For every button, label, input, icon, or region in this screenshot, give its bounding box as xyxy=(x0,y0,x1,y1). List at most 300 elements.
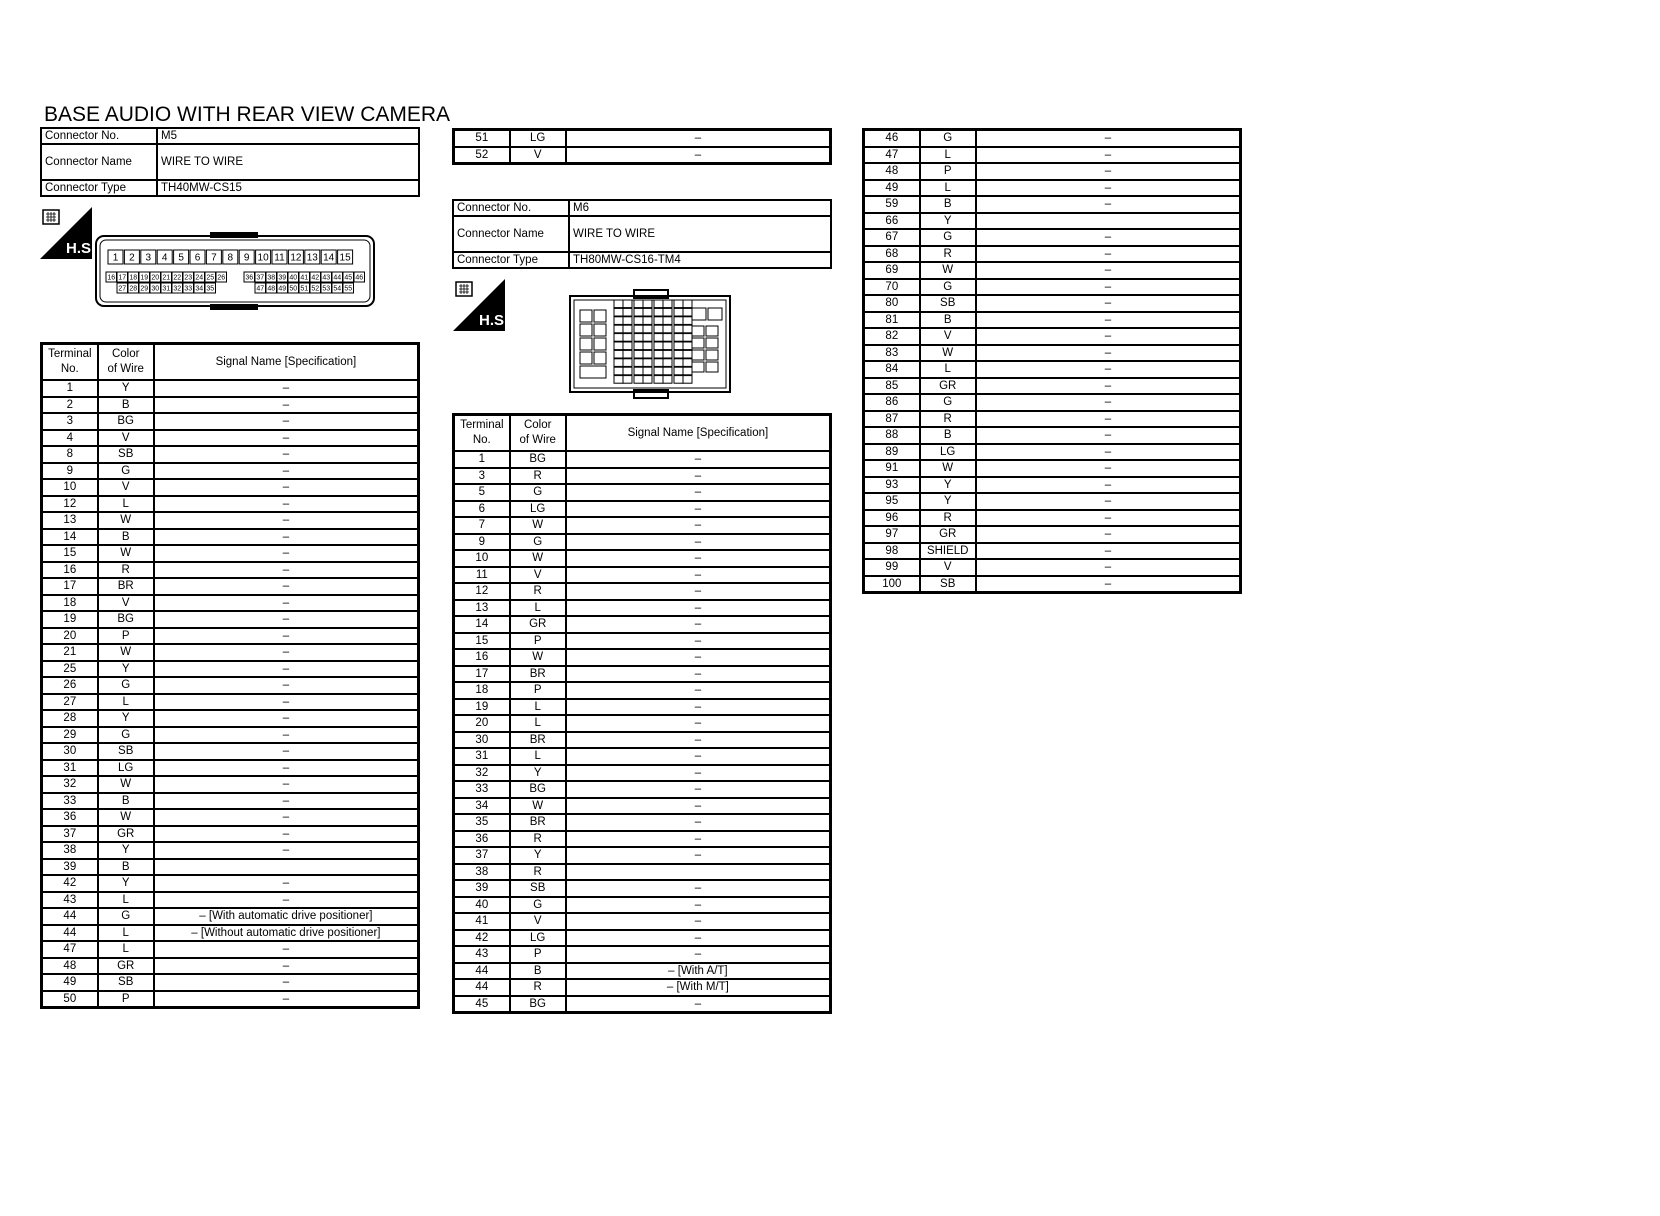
terminal-no: 43 xyxy=(454,946,510,963)
table-row xyxy=(454,649,831,666)
wire-color: L xyxy=(98,892,154,909)
terminal-no: 97 xyxy=(864,526,920,543)
connector-pin xyxy=(708,308,722,320)
connector-pin xyxy=(706,326,718,336)
wire-color: SB xyxy=(98,446,154,463)
connector-pin-label: 50 xyxy=(289,285,298,293)
signal-name: – xyxy=(976,444,1241,461)
signal-name: – xyxy=(566,831,831,848)
connector-pin xyxy=(614,334,623,342)
connector-pin-label: 24 xyxy=(195,274,204,282)
table-row xyxy=(454,501,831,518)
connector-pin-label: 46 xyxy=(355,274,364,282)
terminal-no: 44 xyxy=(454,979,510,996)
table-row xyxy=(864,279,1241,296)
hs-connector-icon xyxy=(453,279,509,331)
connector-pin xyxy=(674,359,683,367)
m5-pin-row-top xyxy=(108,250,353,264)
wire-color: L xyxy=(920,147,976,164)
signal-name: – xyxy=(154,892,419,909)
table-row xyxy=(454,913,831,930)
connector-pin xyxy=(683,317,692,325)
connector-pin-label: 4 xyxy=(161,252,168,264)
terminal-no: 68 xyxy=(864,246,920,263)
wire-color: Y xyxy=(920,477,976,494)
connector-pin xyxy=(594,338,606,350)
connector-pin xyxy=(663,350,672,358)
terminal-no: 41 xyxy=(454,913,510,930)
signal-name: – xyxy=(154,743,419,760)
connector-pin xyxy=(643,317,652,325)
table-row xyxy=(42,793,419,810)
table-row xyxy=(42,925,419,942)
signal-name: – xyxy=(976,328,1241,345)
table-body xyxy=(454,451,831,1013)
wire-color: BG xyxy=(510,996,566,1013)
wire-color: G xyxy=(920,394,976,411)
table-row xyxy=(454,699,831,716)
connector-pin xyxy=(614,300,623,308)
terminal-no: 29 xyxy=(42,727,98,744)
terminal-no: 20 xyxy=(42,628,98,645)
signal-name: – xyxy=(154,463,419,480)
signal-name: – xyxy=(566,600,831,617)
wire-color: P xyxy=(920,163,976,180)
signal-name: – xyxy=(976,196,1241,213)
wire-color: V xyxy=(98,479,154,496)
connector-pin-label: 40 xyxy=(289,274,298,282)
connector-pin xyxy=(692,362,704,372)
connector-pin-label: 41 xyxy=(300,274,309,282)
table-row xyxy=(454,880,831,897)
connector-pin xyxy=(706,350,718,360)
signal-name: – xyxy=(154,809,419,826)
signal-name xyxy=(566,864,831,881)
wire-color: W xyxy=(98,809,154,826)
wire-color: W xyxy=(98,545,154,562)
terminal-no: 28 xyxy=(42,710,98,727)
info-label: Connector Type xyxy=(453,252,569,268)
wire-color: P xyxy=(98,991,154,1008)
wire-color: GR xyxy=(920,526,976,543)
connector-pin xyxy=(614,342,623,350)
connector-m6-info xyxy=(452,199,832,269)
table-row xyxy=(454,765,831,782)
table-row xyxy=(454,930,831,947)
signal-name: – xyxy=(976,576,1241,593)
terminal-no: 11 xyxy=(454,567,510,584)
wire-color: L xyxy=(98,941,154,958)
terminal-no: 84 xyxy=(864,361,920,378)
wire-color: B xyxy=(98,793,154,810)
connector-pin xyxy=(623,317,632,325)
header-signal: Signal Name [Specification] xyxy=(154,344,419,381)
signal-name: – xyxy=(154,842,419,859)
signal-name: – xyxy=(154,826,419,843)
signal-name: – xyxy=(154,578,419,595)
table-row xyxy=(42,595,419,612)
signal-name: – xyxy=(154,694,419,711)
signal-name: – xyxy=(566,583,831,600)
wire-color: Y xyxy=(98,380,154,397)
wire-color: W xyxy=(510,517,566,534)
connector-pin xyxy=(614,350,623,358)
signal-name: – xyxy=(154,875,419,892)
connector-pin xyxy=(623,308,632,316)
terminal-no: 99 xyxy=(864,559,920,576)
wire-color: R xyxy=(98,562,154,579)
connector-m6-wire-table-continued xyxy=(862,128,1242,594)
terminal-no: 20 xyxy=(454,715,510,732)
signal-name: – xyxy=(154,595,419,612)
connector-pin-label: 20 xyxy=(151,274,160,282)
connector-type: TH80MW-CS16-TM4 xyxy=(569,252,831,268)
wire-color: LG xyxy=(510,501,566,518)
connector-pin xyxy=(683,350,692,358)
table-row xyxy=(864,196,1241,213)
signal-name: – [With M/T] xyxy=(566,979,831,996)
connector-pin-label: 32 xyxy=(173,285,182,293)
terminal-no: 48 xyxy=(42,958,98,975)
connector-pin xyxy=(683,376,692,384)
terminal-no: 45 xyxy=(454,996,510,1013)
wire-color: BR xyxy=(510,814,566,831)
connector-pin xyxy=(594,310,606,322)
table-body xyxy=(864,130,1241,593)
table-row xyxy=(864,394,1241,411)
info-label: Connector No. xyxy=(41,128,157,144)
table-row xyxy=(42,941,419,958)
terminal-no: 36 xyxy=(454,831,510,848)
signal-name: – [With automatic drive positioner] xyxy=(154,908,419,925)
terminal-no: 27 xyxy=(42,694,98,711)
table-row xyxy=(454,517,831,534)
connector-pin xyxy=(614,359,623,367)
connector-pin xyxy=(663,325,672,333)
terminal-no: 40 xyxy=(454,897,510,914)
signal-name: – xyxy=(154,710,419,727)
wire-color: BG xyxy=(510,451,566,468)
signal-name: – xyxy=(566,880,831,897)
connector-pin xyxy=(654,367,663,375)
terminal-no: 32 xyxy=(454,765,510,782)
table-row xyxy=(42,661,419,678)
table-row xyxy=(454,979,831,996)
connector-pin xyxy=(643,334,652,342)
terminal-no: 9 xyxy=(42,463,98,480)
terminal-no: 21 xyxy=(42,644,98,661)
wire-color: BR xyxy=(510,666,566,683)
connector-m5-wire-table xyxy=(40,342,420,1009)
header-signal: Signal Name [Specification] xyxy=(566,415,831,452)
connector-pin xyxy=(580,366,606,378)
table-row xyxy=(454,715,831,732)
signal-name: – xyxy=(154,661,419,678)
signal-name: – xyxy=(154,941,419,958)
terminal-no: 8 xyxy=(42,446,98,463)
wire-color: G xyxy=(920,130,976,147)
wire-color: B xyxy=(98,859,154,876)
table-row xyxy=(42,842,419,859)
wire-color: Y xyxy=(920,213,976,230)
signal-name: – xyxy=(566,913,831,930)
connector-pin xyxy=(643,359,652,367)
header-terminal: Terminal No. xyxy=(454,415,510,452)
connector-pin xyxy=(614,367,623,375)
connector-pin xyxy=(634,325,643,333)
wire-color: W xyxy=(98,776,154,793)
terminal-no: 47 xyxy=(42,941,98,958)
terminal-no: 44 xyxy=(454,963,510,980)
table-body xyxy=(42,380,419,1008)
connector-pin xyxy=(663,300,672,308)
connector-pin-label: 19 xyxy=(140,274,149,282)
table-row xyxy=(42,413,419,430)
wire-color: G xyxy=(98,677,154,694)
hs-label: H.S. xyxy=(66,240,96,257)
connector-pin xyxy=(683,325,692,333)
terminal-no: 38 xyxy=(42,842,98,859)
connector-m5-info xyxy=(40,127,420,197)
signal-name: – xyxy=(154,512,419,529)
connector-pin-label: 10 xyxy=(257,252,269,264)
terminal-no: 100 xyxy=(864,576,920,593)
terminal-no: 38 xyxy=(454,864,510,881)
wire-color: R xyxy=(510,468,566,485)
table-row xyxy=(454,468,831,485)
wire-color: SB xyxy=(920,576,976,593)
terminal-no: 3 xyxy=(454,468,510,485)
wire-color: Y xyxy=(98,875,154,892)
m5-connector-diagram xyxy=(94,232,377,312)
table-row xyxy=(864,180,1241,197)
wire-color: LG xyxy=(510,130,566,147)
table-row xyxy=(454,600,831,617)
wire-color: V xyxy=(920,328,976,345)
table-row xyxy=(42,611,419,628)
connector-pin xyxy=(683,367,692,375)
terminal-no: 48 xyxy=(864,163,920,180)
signal-name: – xyxy=(566,946,831,963)
connector-m6-wire-table xyxy=(452,413,832,1014)
table-row xyxy=(42,908,419,925)
terminal-no: 15 xyxy=(454,633,510,650)
info-row-type xyxy=(41,180,419,196)
connector-pin-label: 1 xyxy=(112,252,119,264)
signal-name: – xyxy=(976,427,1241,444)
signal-name: – xyxy=(976,262,1241,279)
table-row xyxy=(864,411,1241,428)
signal-name: – xyxy=(154,529,419,546)
terminal-no: 89 xyxy=(864,444,920,461)
terminal-no: 49 xyxy=(864,180,920,197)
connector-pin xyxy=(683,308,692,316)
connector-pin-label: 27 xyxy=(118,285,127,293)
signal-name: – xyxy=(566,666,831,683)
wire-color: W xyxy=(98,644,154,661)
wire-color: B xyxy=(98,529,154,546)
signal-name: – xyxy=(154,611,419,628)
table-row xyxy=(454,996,831,1013)
terminal-no: 18 xyxy=(42,595,98,612)
connector-pin-label: 17 xyxy=(118,274,127,282)
wire-color: LG xyxy=(98,760,154,777)
connector-pin xyxy=(634,350,643,358)
connector-pin xyxy=(594,324,606,336)
signal-name: – xyxy=(154,446,419,463)
info-row-no xyxy=(41,128,419,144)
terminal-no: 17 xyxy=(454,666,510,683)
terminal-no: 70 xyxy=(864,279,920,296)
terminal-no: 43 xyxy=(42,892,98,909)
connector-pin xyxy=(643,350,652,358)
table-row xyxy=(864,262,1241,279)
connector-pin xyxy=(674,325,683,333)
signal-name: – xyxy=(154,991,419,1008)
info-label: Connector Type xyxy=(41,180,157,196)
wire-color: GR xyxy=(98,826,154,843)
wire-color: GR xyxy=(98,958,154,975)
wire-color: G xyxy=(920,229,976,246)
terminal-no: 10 xyxy=(454,550,510,567)
table-row xyxy=(454,451,831,468)
info-label: Connector Name xyxy=(453,216,569,252)
connector-pin-label: 11 xyxy=(274,252,285,264)
connector-pin-label: 55 xyxy=(344,285,353,293)
terminal-no: 66 xyxy=(864,213,920,230)
terminal-no: 19 xyxy=(454,699,510,716)
connector-pin-label: 48 xyxy=(267,285,276,293)
connector-pin xyxy=(623,334,632,342)
connector-pin xyxy=(683,300,692,308)
table-row xyxy=(42,578,419,595)
table-row xyxy=(864,147,1241,164)
header-terminal: Terminal No. xyxy=(42,344,98,381)
table-row xyxy=(454,130,831,147)
table-row xyxy=(42,496,419,513)
table-row xyxy=(42,479,419,496)
terminal-no: 44 xyxy=(42,908,98,925)
table-row xyxy=(454,946,831,963)
info-row-name xyxy=(41,144,419,180)
signal-name: – xyxy=(154,727,419,744)
info-label: Connector Name xyxy=(41,144,157,180)
table-row xyxy=(454,864,831,881)
connector-pin xyxy=(614,325,623,333)
connector-pin xyxy=(692,338,704,348)
connector-pin xyxy=(654,376,663,384)
connector-pin-label: 9 xyxy=(243,252,250,264)
wire-color: Y xyxy=(510,765,566,782)
terminal-no: 51 xyxy=(454,130,510,147)
wire-color: V xyxy=(510,913,566,930)
terminal-no: 17 xyxy=(42,578,98,595)
connector-pin xyxy=(580,352,592,364)
connector-pin-label: 31 xyxy=(162,285,171,293)
table-row xyxy=(42,545,419,562)
connector-pin xyxy=(654,300,663,308)
connector-pin-label: 23 xyxy=(184,274,193,282)
terminal-no: 31 xyxy=(454,748,510,765)
terminal-no: 86 xyxy=(864,394,920,411)
terminal-no: 13 xyxy=(42,512,98,529)
wire-color: L xyxy=(920,180,976,197)
table-row xyxy=(454,781,831,798)
terminal-no: 50 xyxy=(42,991,98,1008)
connector-pin-label: 21 xyxy=(162,274,171,282)
terminal-no: 10 xyxy=(42,479,98,496)
signal-name: – xyxy=(976,163,1241,180)
table-row xyxy=(42,677,419,694)
wire-color: B xyxy=(98,397,154,414)
table-row xyxy=(864,493,1241,510)
wire-color: V xyxy=(920,559,976,576)
table-row xyxy=(864,444,1241,461)
signal-name: – xyxy=(154,776,419,793)
connector-pin xyxy=(683,334,692,342)
table-row xyxy=(42,430,419,447)
terminal-no: 37 xyxy=(42,826,98,843)
connector-pin xyxy=(654,350,663,358)
connector-pin xyxy=(643,376,652,384)
connector-pin-label: 6 xyxy=(194,252,201,264)
signal-name: – xyxy=(976,180,1241,197)
signal-name xyxy=(976,213,1241,230)
signal-name: – xyxy=(976,411,1241,428)
terminal-no: 1 xyxy=(42,380,98,397)
connector-pin-label: 15 xyxy=(339,252,351,264)
connector-pin-label: 43 xyxy=(322,274,331,282)
connector-pin-label: 35 xyxy=(206,285,215,293)
signal-name: – xyxy=(976,477,1241,494)
terminal-no: 12 xyxy=(454,583,510,600)
table-row xyxy=(864,345,1241,362)
connector-pin-label: 5 xyxy=(178,252,184,264)
connector-pin xyxy=(654,334,663,342)
wire-color: BG xyxy=(98,611,154,628)
connector-pin-label: 7 xyxy=(211,252,217,264)
wire-color: V xyxy=(510,567,566,584)
table-row xyxy=(454,798,831,815)
wire-color: BG xyxy=(98,413,154,430)
connector-pin-label: 44 xyxy=(333,274,342,282)
terminal-no: 25 xyxy=(42,661,98,678)
wire-color: L xyxy=(510,600,566,617)
table-row xyxy=(864,246,1241,263)
wire-color: R xyxy=(510,583,566,600)
terminal-no: 42 xyxy=(42,875,98,892)
terminal-no: 46 xyxy=(864,130,920,147)
table-row xyxy=(864,526,1241,543)
info-label: Connector No. xyxy=(453,200,569,216)
connector-pin xyxy=(623,367,632,375)
signal-name: – xyxy=(566,996,831,1013)
header-color: Color of Wire xyxy=(510,415,566,452)
terminal-no: 14 xyxy=(454,616,510,633)
wire-color: G xyxy=(510,484,566,501)
connector-pin xyxy=(683,359,692,367)
terminal-no: 18 xyxy=(454,682,510,699)
signal-name: – xyxy=(154,677,419,694)
connector-pin xyxy=(623,325,632,333)
terminal-no: 14 xyxy=(42,529,98,546)
wire-color: L xyxy=(510,699,566,716)
connector-pin xyxy=(594,352,606,364)
connector-pin-label: 26 xyxy=(217,274,226,282)
table-row xyxy=(864,229,1241,246)
connector-pin-label: 53 xyxy=(322,285,331,293)
signal-name: – xyxy=(976,279,1241,296)
